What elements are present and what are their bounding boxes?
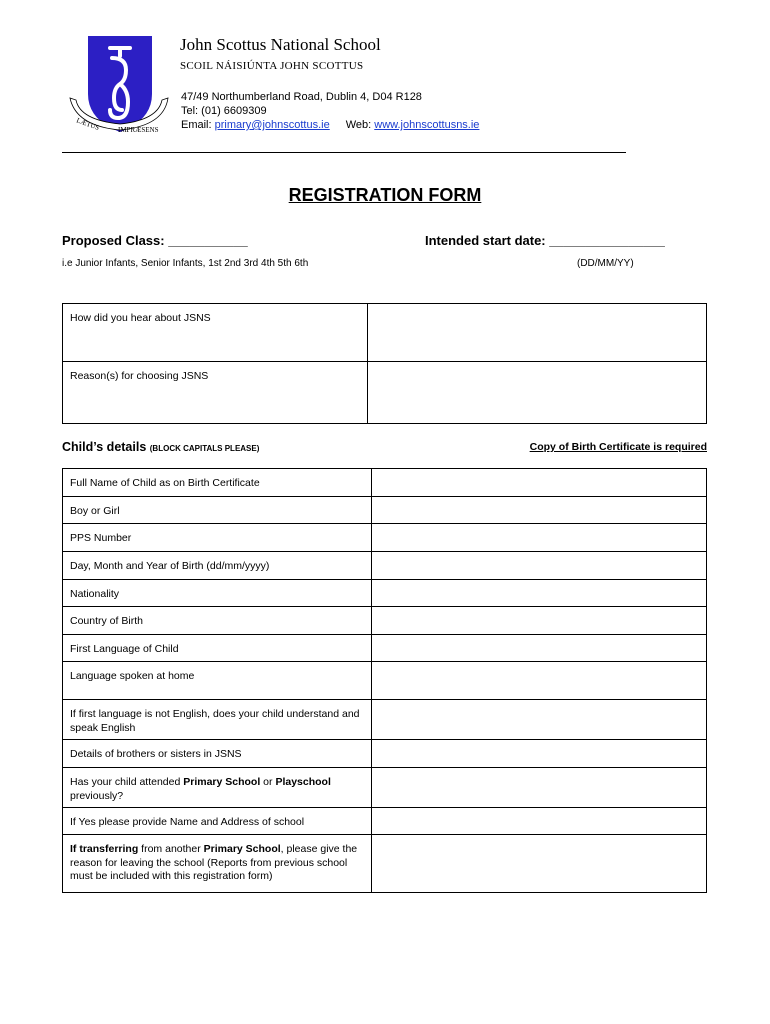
pps-field[interactable] — [372, 524, 707, 552]
nationality-label: Nationality — [63, 580, 372, 607]
web-link[interactable]: www.johnscottusns.ie — [374, 119, 480, 131]
about-table — [62, 303, 707, 424]
previous-school-label: If Yes please provide Name and Address of school — [63, 808, 372, 835]
table-row — [63, 524, 707, 552]
siblings-label: Details of brothers or sisters in JSNS — [63, 740, 372, 768]
transfer-reason-field[interactable] — [372, 835, 707, 893]
boy-girl-field[interactable] — [372, 497, 707, 524]
reasons-answer[interactable] — [368, 362, 707, 424]
table-row — [63, 362, 707, 424]
table-row — [63, 552, 707, 580]
reasons-label: Reason(s) for choosing JSNS — [63, 362, 368, 424]
full-name-label: Full Name of Child as on Birth Certificate — [63, 469, 372, 497]
full-name-field[interactable] — [372, 469, 707, 497]
previous-school-field[interactable] — [372, 808, 707, 835]
english-field[interactable] — [372, 700, 707, 740]
table-row — [63, 768, 707, 808]
table-row — [63, 607, 707, 635]
school-name-irish: SCOIL NÁISIÚNTA JOHN SCOTTUS — [180, 60, 364, 72]
birth-cert-note: Copy of Birth Certificate is required — [529, 441, 707, 453]
first-language-label: First Language of Child — [63, 635, 372, 662]
email-link[interactable]: primary@johnscottus.ie — [214, 119, 330, 131]
table-row — [63, 808, 707, 835]
table-row — [63, 580, 707, 607]
childs-details-heading: Child’s details (BLOCK CAPITALS PLEASE) — [62, 440, 260, 454]
pps-label: PPS Number — [63, 524, 372, 552]
first-language-field[interactable] — [372, 635, 707, 662]
boy-girl-label: Boy or Girl — [63, 497, 372, 524]
start-date-field[interactable]: Intended start date: ________________ — [425, 233, 665, 248]
date-hint: (DD/MM/YY) — [577, 258, 634, 269]
table-row — [63, 700, 707, 740]
table-row — [63, 497, 707, 524]
contact-line — [181, 118, 479, 132]
country-field[interactable] — [372, 607, 707, 635]
hear-about-answer[interactable] — [368, 304, 707, 362]
country-label: Country of Birth — [63, 607, 372, 635]
table-row — [63, 835, 707, 893]
school-crest-logo — [66, 36, 170, 136]
web-label: Web: — [345, 119, 375, 131]
nationality-field[interactable] — [372, 580, 707, 607]
class-hint: i.e Junior Infants, Senior Infants, 1st 2nd 3rd 4th 5th 6th — [62, 258, 309, 269]
siblings-field[interactable] — [372, 740, 707, 768]
child-details-table — [62, 468, 707, 893]
school-name: John Scottus National School — [180, 35, 381, 54]
table-row — [63, 635, 707, 662]
home-language-label: Language spoken at home — [63, 662, 372, 700]
dob-label: Day, Month and Year of Birth (dd/mm/yyyy) — [63, 552, 372, 580]
dob-field[interactable] — [372, 552, 707, 580]
english-label: If first language is not English, does your child understand and speak English — [63, 700, 372, 740]
school-address: 47/49 Northumberland Road, Dublin 4, D04 R128 — [181, 91, 422, 103]
attended-field[interactable] — [372, 768, 707, 808]
email-label: Email: — [181, 119, 215, 131]
attended-label: Has your child attended Primary School or Playschool previously? — [63, 768, 372, 808]
svg-text:LÆTUS: LÆTUS — [75, 116, 101, 132]
header-divider — [62, 152, 626, 153]
transfer-reason-label: If transferring from another Primary School, please give the reason for leaving the school (Reports from previous school must be included with this registration form) — [63, 835, 372, 893]
table-row — [63, 469, 707, 497]
svg-text:IMPRÆSENS: IMPRÆSENS — [118, 126, 159, 134]
hear-about-label: How did you hear about JSNS — [63, 304, 368, 362]
table-row — [63, 740, 707, 768]
table-row — [63, 662, 707, 700]
home-language-field[interactable] — [372, 662, 707, 700]
proposed-class-field[interactable]: Proposed Class: ___________ — [62, 233, 248, 248]
table-row — [63, 304, 707, 362]
form-title: REGISTRATION FORM — [288, 185, 482, 205]
school-phone: Tel: (01) 6609309 — [181, 105, 267, 117]
